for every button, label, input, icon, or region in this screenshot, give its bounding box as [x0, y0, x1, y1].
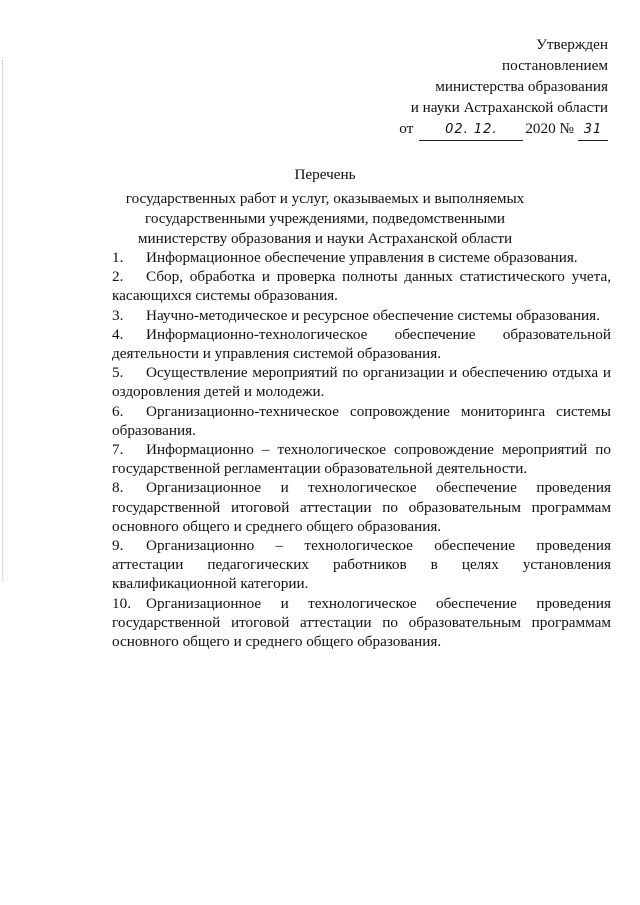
list-item-number: 5.	[112, 364, 124, 382]
list-item-number: 7.	[112, 441, 124, 459]
list-item	[112, 536, 611, 594]
list-item-number: 6.	[112, 402, 124, 420]
list-item	[112, 325, 611, 363]
list-item-text: Информационное обеспечение управления в системе образования.	[146, 249, 578, 266]
handwritten-number: 31	[578, 119, 608, 141]
list-item	[112, 594, 611, 652]
document-title: Перечень	[294, 166, 356, 183]
list-item	[112, 440, 611, 478]
list-item-text: Организационно-техническое сопровождение мониторинга системы образования.	[112, 402, 611, 439]
from-label: от	[399, 120, 414, 137]
approval-line-1: Утвержден	[536, 36, 608, 53]
year-number-label: 2020 №	[525, 120, 574, 137]
list-item-number: 1.	[112, 249, 124, 266]
services-list	[112, 248, 611, 651]
list-item-text: Информационно – технологическое сопровождение мероприятий по государственной регламентации образовательной деятельности.	[112, 441, 611, 478]
list-item-text: Организационное и технологическое обеспечение проведения государственной итоговой аттестации по образовательным программам основного общего и среднего общего образования.	[112, 479, 611, 535]
document-heading	[110, 165, 540, 249]
list-item-number: 8.	[112, 479, 124, 497]
list-item-number: 10.	[112, 594, 131, 612]
approval-date-line	[348, 118, 608, 141]
list-item-number: 2.	[112, 268, 124, 286]
document-subtitle: государственных работ и услуг, оказываемых и выполняемых государственными учреждениями, подведомственными министерству образования и науки Астраханской области	[125, 190, 525, 247]
list-item-text: Научно-методическое и ресурсное обеспечение системы образования.	[146, 306, 600, 324]
approval-stamp-block	[348, 34, 608, 141]
list-item	[112, 478, 611, 536]
list-item-number: 4.	[112, 325, 124, 343]
list-item	[112, 363, 611, 401]
list-item-number: 3.	[112, 306, 124, 324]
list-item	[112, 306, 611, 325]
list-item	[112, 248, 611, 267]
handwritten-date: 02. 12.	[419, 119, 523, 141]
list-item-text: Информационно-технологическое обеспечение образовательной деятельности и управления системой образования.	[112, 325, 611, 363]
list-item-number: 9.	[112, 537, 124, 555]
list-item-text: Сбор, обработка и проверка полноты данных статистического учета, касающихся системы образования.	[112, 268, 611, 305]
approval-line-2: постановлением	[501, 57, 608, 74]
approval-line-4: и науки Астраханской области	[410, 99, 608, 116]
scan-margin-mark	[2, 60, 4, 580]
list-item	[112, 402, 611, 440]
list-item-text: Организационно – технологическое обеспечение проведения аттестации педагогических работников в целях установления квалификационной категории.	[112, 537, 611, 593]
list-item	[112, 267, 611, 305]
list-item-text: Организационное и технологическое обеспечение проведения государственной итоговой аттестации по образовательным программам основного общего и среднего общего образования.	[112, 594, 611, 651]
list-item-text: Осуществление мероприятий по организации и обеспечению отдыха и оздоровления детей и молодежи.	[112, 364, 611, 401]
approval-line-3: министерства образования	[435, 78, 608, 95]
